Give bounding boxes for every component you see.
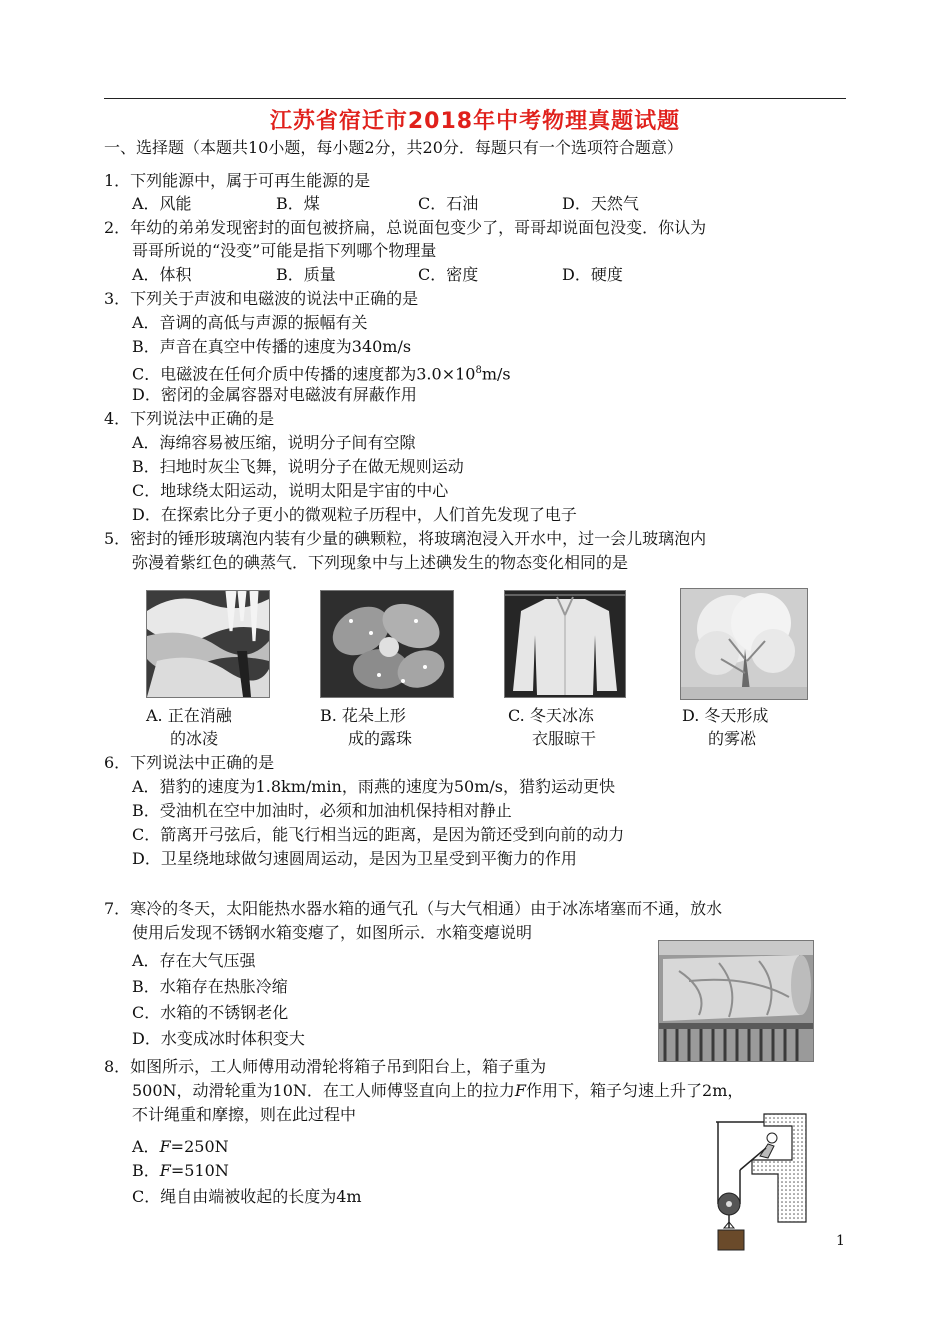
q6-option-b: B．受油机在空中加油时，必须和加油机保持相对静止: [132, 801, 512, 820]
frozen-clothes-photo: [504, 590, 626, 698]
q7-stem-line1: 7．寒冷的冬天，太阳能热水器水箱的通气孔（与大气相通）由于冰冻堵塞而不通，放水: [104, 899, 723, 918]
q2-option-a: A．体积: [132, 265, 192, 284]
q7-option-c: C．水箱的不锈钢老化: [132, 1003, 289, 1022]
q1-option-b: B．煤: [276, 194, 320, 213]
q7-stem-line2: 使用后发现不锈钢水箱变瘪了，如图所示．水箱变瘪说明: [132, 923, 533, 942]
q3-option-c-unit: m/s: [481, 364, 511, 384]
q8-option-a-var: F: [159, 1137, 171, 1156]
page-title: 江苏省宿迁市2018年中考物理真题试题: [269, 109, 681, 134]
section-header: 一、选择题（本题共10小题，每小题2分，共20分．每题只有一个选项符合题意）: [104, 138, 683, 157]
q8-stem-line2-tail: 作用下，箱子匀速上升了2m，: [526, 1081, 744, 1100]
q2-option-c: C．密度: [418, 265, 479, 284]
q7-option-d: D．水变成冰时体积变大: [132, 1029, 305, 1048]
q4-stem: 4．下列说法中正确的是: [104, 409, 275, 428]
q8-option-b-var: F: [159, 1161, 171, 1180]
q5-stem-line2: 弥漫着紫红色的碘蒸气．下列现象中与上述碘发生的物态变化相同的是: [132, 553, 629, 572]
q1-option-d: D．天然气: [562, 194, 639, 213]
q7-option-a: A．存在大气压强: [132, 951, 256, 970]
q3-option-c-exponent: 8: [475, 365, 482, 376]
q5-option-a-line1: A. 正在消融: [146, 706, 232, 725]
q5-option-c-line2: 衣服晾干: [532, 729, 597, 748]
q6-option-c: C．箭离开弓弦后，能飞行相当远的距离，是因为箭还受到向前的动力: [132, 825, 625, 844]
q8-stem-line3: 不计绳重和摩擦，则在此过程中: [132, 1105, 357, 1124]
q6-stem: 6．下列说法中正确的是: [104, 753, 275, 772]
q5-option-b-line1: B. 花朵上形: [320, 706, 406, 725]
q8-stem-line2-text: 500N，动滑轮重为10N．在工人师傅竖直向上的拉力: [132, 1081, 515, 1100]
q7-option-b: B．水箱存在热胀冷缩: [132, 977, 288, 996]
q5-option-b-line2: 成的露珠: [348, 729, 413, 748]
q2-stem-line1: 2．年幼的弟弟发现密封的面包被挤扁，总说面包变少了，哥哥却说面包没变．你认为: [104, 218, 707, 237]
q1-option-a: A．风能: [132, 194, 192, 213]
icicle-photo: [146, 590, 270, 698]
q6-option-a: A．猎豹的速度为1.8km/min，雨燕的速度为50m/s，猎豹运动更快: [132, 777, 615, 796]
pulley-diagram: [712, 1112, 808, 1254]
q2-option-b: B．质量: [276, 265, 336, 284]
q8-option-a-value: =250N: [170, 1137, 229, 1156]
q5-option-d-line2: 的雾凇: [708, 729, 757, 748]
q8-stem-line2: [132, 1080, 743, 1102]
q5-option-c-line1: C. 冬天冰冻: [508, 706, 594, 725]
q1-stem: 1．下列能源中，属于可再生能源的是: [104, 171, 371, 190]
page-number: 1: [836, 1233, 845, 1249]
q8-option-b-value: =510N: [170, 1161, 229, 1180]
q2-stem-line2: 哥哥所说的“没变”可能是指下列哪个物理量: [132, 241, 437, 260]
q8-option-b-label: B．: [132, 1161, 160, 1180]
q8-option-b: [132, 1160, 229, 1182]
q3-option-b: B．声音在真空中传播的速度为340m/s: [132, 337, 412, 356]
q3-option-a: A．音调的高低与声源的振幅有关: [132, 313, 368, 332]
q4-option-b: B．扫地时灰尘飞舞，说明分子在做无规则运动: [132, 457, 464, 476]
q3-stem: 3．下列关于声波和电磁波的说法中正确的是: [104, 289, 419, 308]
header-rule: [104, 98, 846, 99]
dew-flower-photo: [320, 590, 454, 698]
water-tank-photo: [658, 940, 814, 1062]
q4-option-d: D．在探索比分子更小的微观粒子历程中，人们首先发现了电子: [132, 505, 577, 524]
q3-option-c: [132, 360, 511, 385]
q8-force-var: F: [514, 1081, 527, 1100]
q8-option-a: [132, 1136, 229, 1158]
q8-stem-line1: 8．如图所示，工人师傅用动滑轮将箱子吊到阳台上，箱子重为: [104, 1057, 547, 1076]
q3-option-c-text: C．电磁波在任何介质中传播的速度都为3.0×10: [132, 364, 476, 384]
q6-option-d: D．卫星绕地球做匀速圆周运动，是因为卫星受到平衡力的作用: [132, 849, 577, 868]
q8-option-c: C．绳自由端被收起的长度为4m: [132, 1187, 362, 1206]
rime-tree-photo: [680, 588, 808, 700]
q8-option-a-label: A．: [132, 1137, 160, 1156]
q5-stem-line1: 5．密封的锤形玻璃泡内装有少量的碘颗粒，将玻璃泡浸入开水中，过一会儿玻璃泡内: [104, 529, 707, 548]
q3-option-d: D．密闭的金属容器对电磁波有屏蔽作用: [132, 385, 417, 404]
q4-option-c: C．地球绕太阳运动，说明太阳是宇宙的中心: [132, 481, 449, 500]
q5-option-a-line2: 的冰凌: [170, 729, 219, 748]
q4-option-a: A．海绵容易被压缩，说明分子间有空隙: [132, 433, 416, 452]
q5-option-d-line1: D. 冬天形成: [682, 706, 769, 725]
q1-option-c: C．石油: [418, 194, 479, 213]
q2-option-d: D．硬度: [562, 265, 623, 284]
